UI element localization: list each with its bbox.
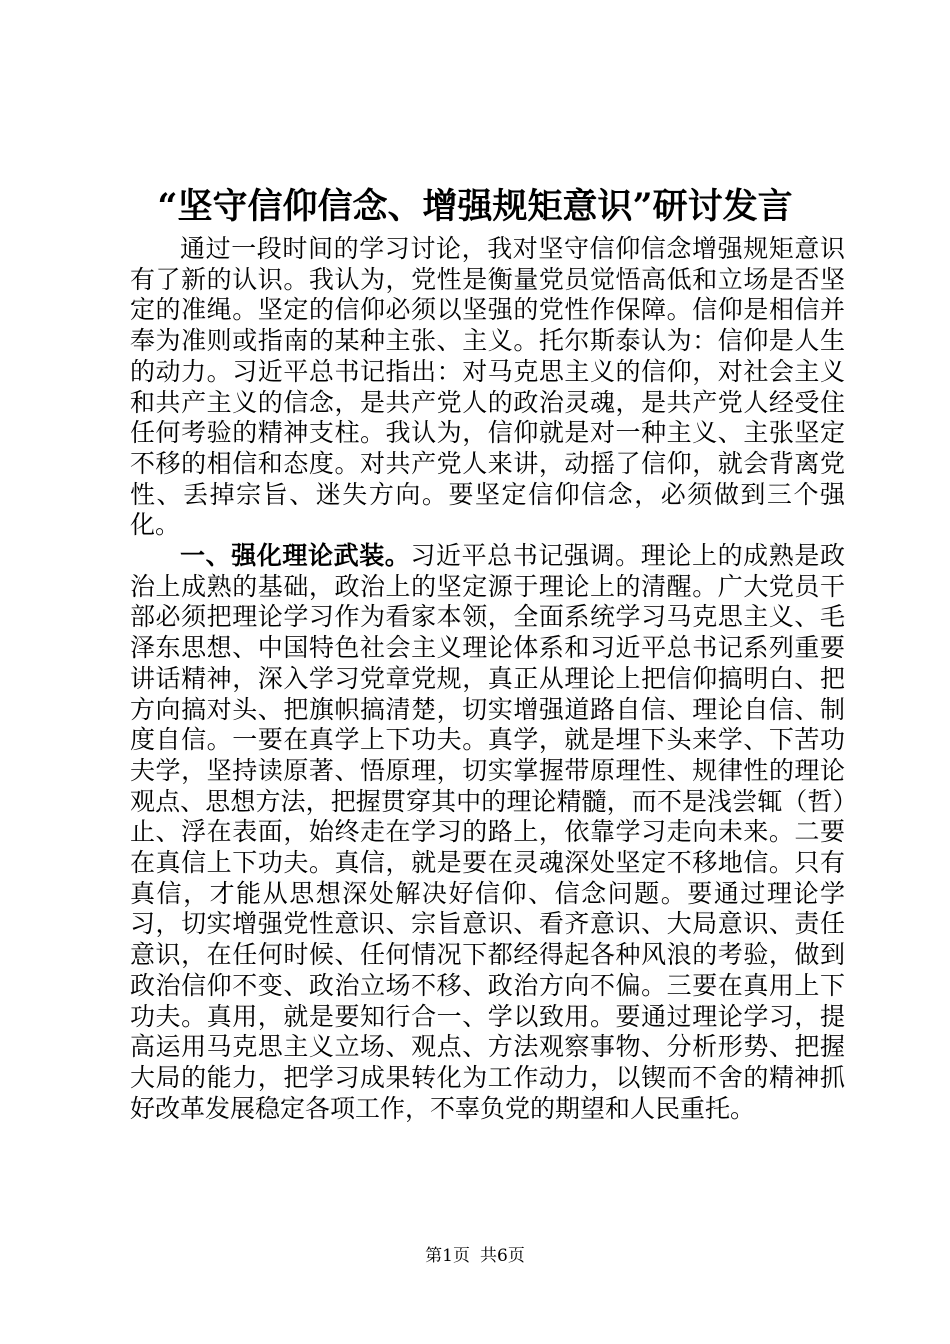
paragraph-text: 习近平总书记强调。理论上的成熟是政治上成熟的基础，政治上的坚定源于理论上的清醒。广大党员干部必须把理论学习作为看家本领，全面系统学习马克思主义、毛泽东思想、中国特色社会主义理论体系和习近平总书记系列重要讲话精神，深入学习党章党规，真正从理论上把信仰搞明白、把方向搞对头、把旗帜搞清楚，切实增强道路自信、理论自信、制度自信。一要在真学上下功夫。真学，就是埋下头来学、下苦功夫学，坚持读原著、悟原理，切实掌握带原理性、规律性的理论观点、思想方法，把握贯穿其中的理论精髓，而不是浅尝辄（哲）止、浮在表面，始终走在学习的路上，依靠学习走向未来。二要在真信上下功夫。真信，就是要在灵魂深处坚定不移地信。只有真信，才能从思想深处解决好信仰、信念问题。要通过理论学习，切实增强党性意识、宗旨意识、看齐意识、大局意识、责任意识，在任何时候、任何情况下都经得起各种风浪的考验，做到政治信仰不变、政治立场不移、政治方向不偏。三要在真用上下功夫。真用，就是要知行合一、学以致用。要通过理论学习，提高运用马克思主义立场、观点、方法观察事物、分析形势、把握大局的能力，把学习成果转化为工作动力，以锲而不舍的精神抓好改革发展稳定各项工作，不辜负党的期望和人民重托。: [130, 541, 845, 1123]
document-title: “坚守信仰信念、增强规矩意识”研讨发言: [157, 186, 793, 227]
paragraph-text: 通过一段时间的学习讨论，我对坚守信仰信念增强规矩意识有了新的认识。我认为，党性是衡量党员觉悟高低和立场是否坚定的准绳。坚定的信仰必须以坚强的党性作保障。信仰是相信并奉为准则或指南的某种主张、主义。托尔斯泰认为：信仰是人生的动力。习近平总书记指出：对马克思主义的信仰，对社会主义和共产主义的信念，是共产党人的政治灵魂，是共产党人经受住任何考验的精神支柱。我认为，信仰就是对一种主义、主张坚定不移的相信和态度。对共产党人来讲，动摇了信仰，就会背离党性、丢掉宗旨、迷失方向。要坚定信仰信念，必须做到三个强化。: [130, 234, 845, 540]
paragraph-intro: [130, 234, 845, 541]
document-body: [130, 234, 845, 1124]
paragraph-section-1: [130, 541, 845, 1124]
page-footer: [0, 1244, 950, 1268]
section-heading: 一、强化理论武装。: [180, 541, 411, 571]
page-number: 第1页: [425, 1246, 470, 1266]
page-total: 共6页: [480, 1246, 525, 1266]
